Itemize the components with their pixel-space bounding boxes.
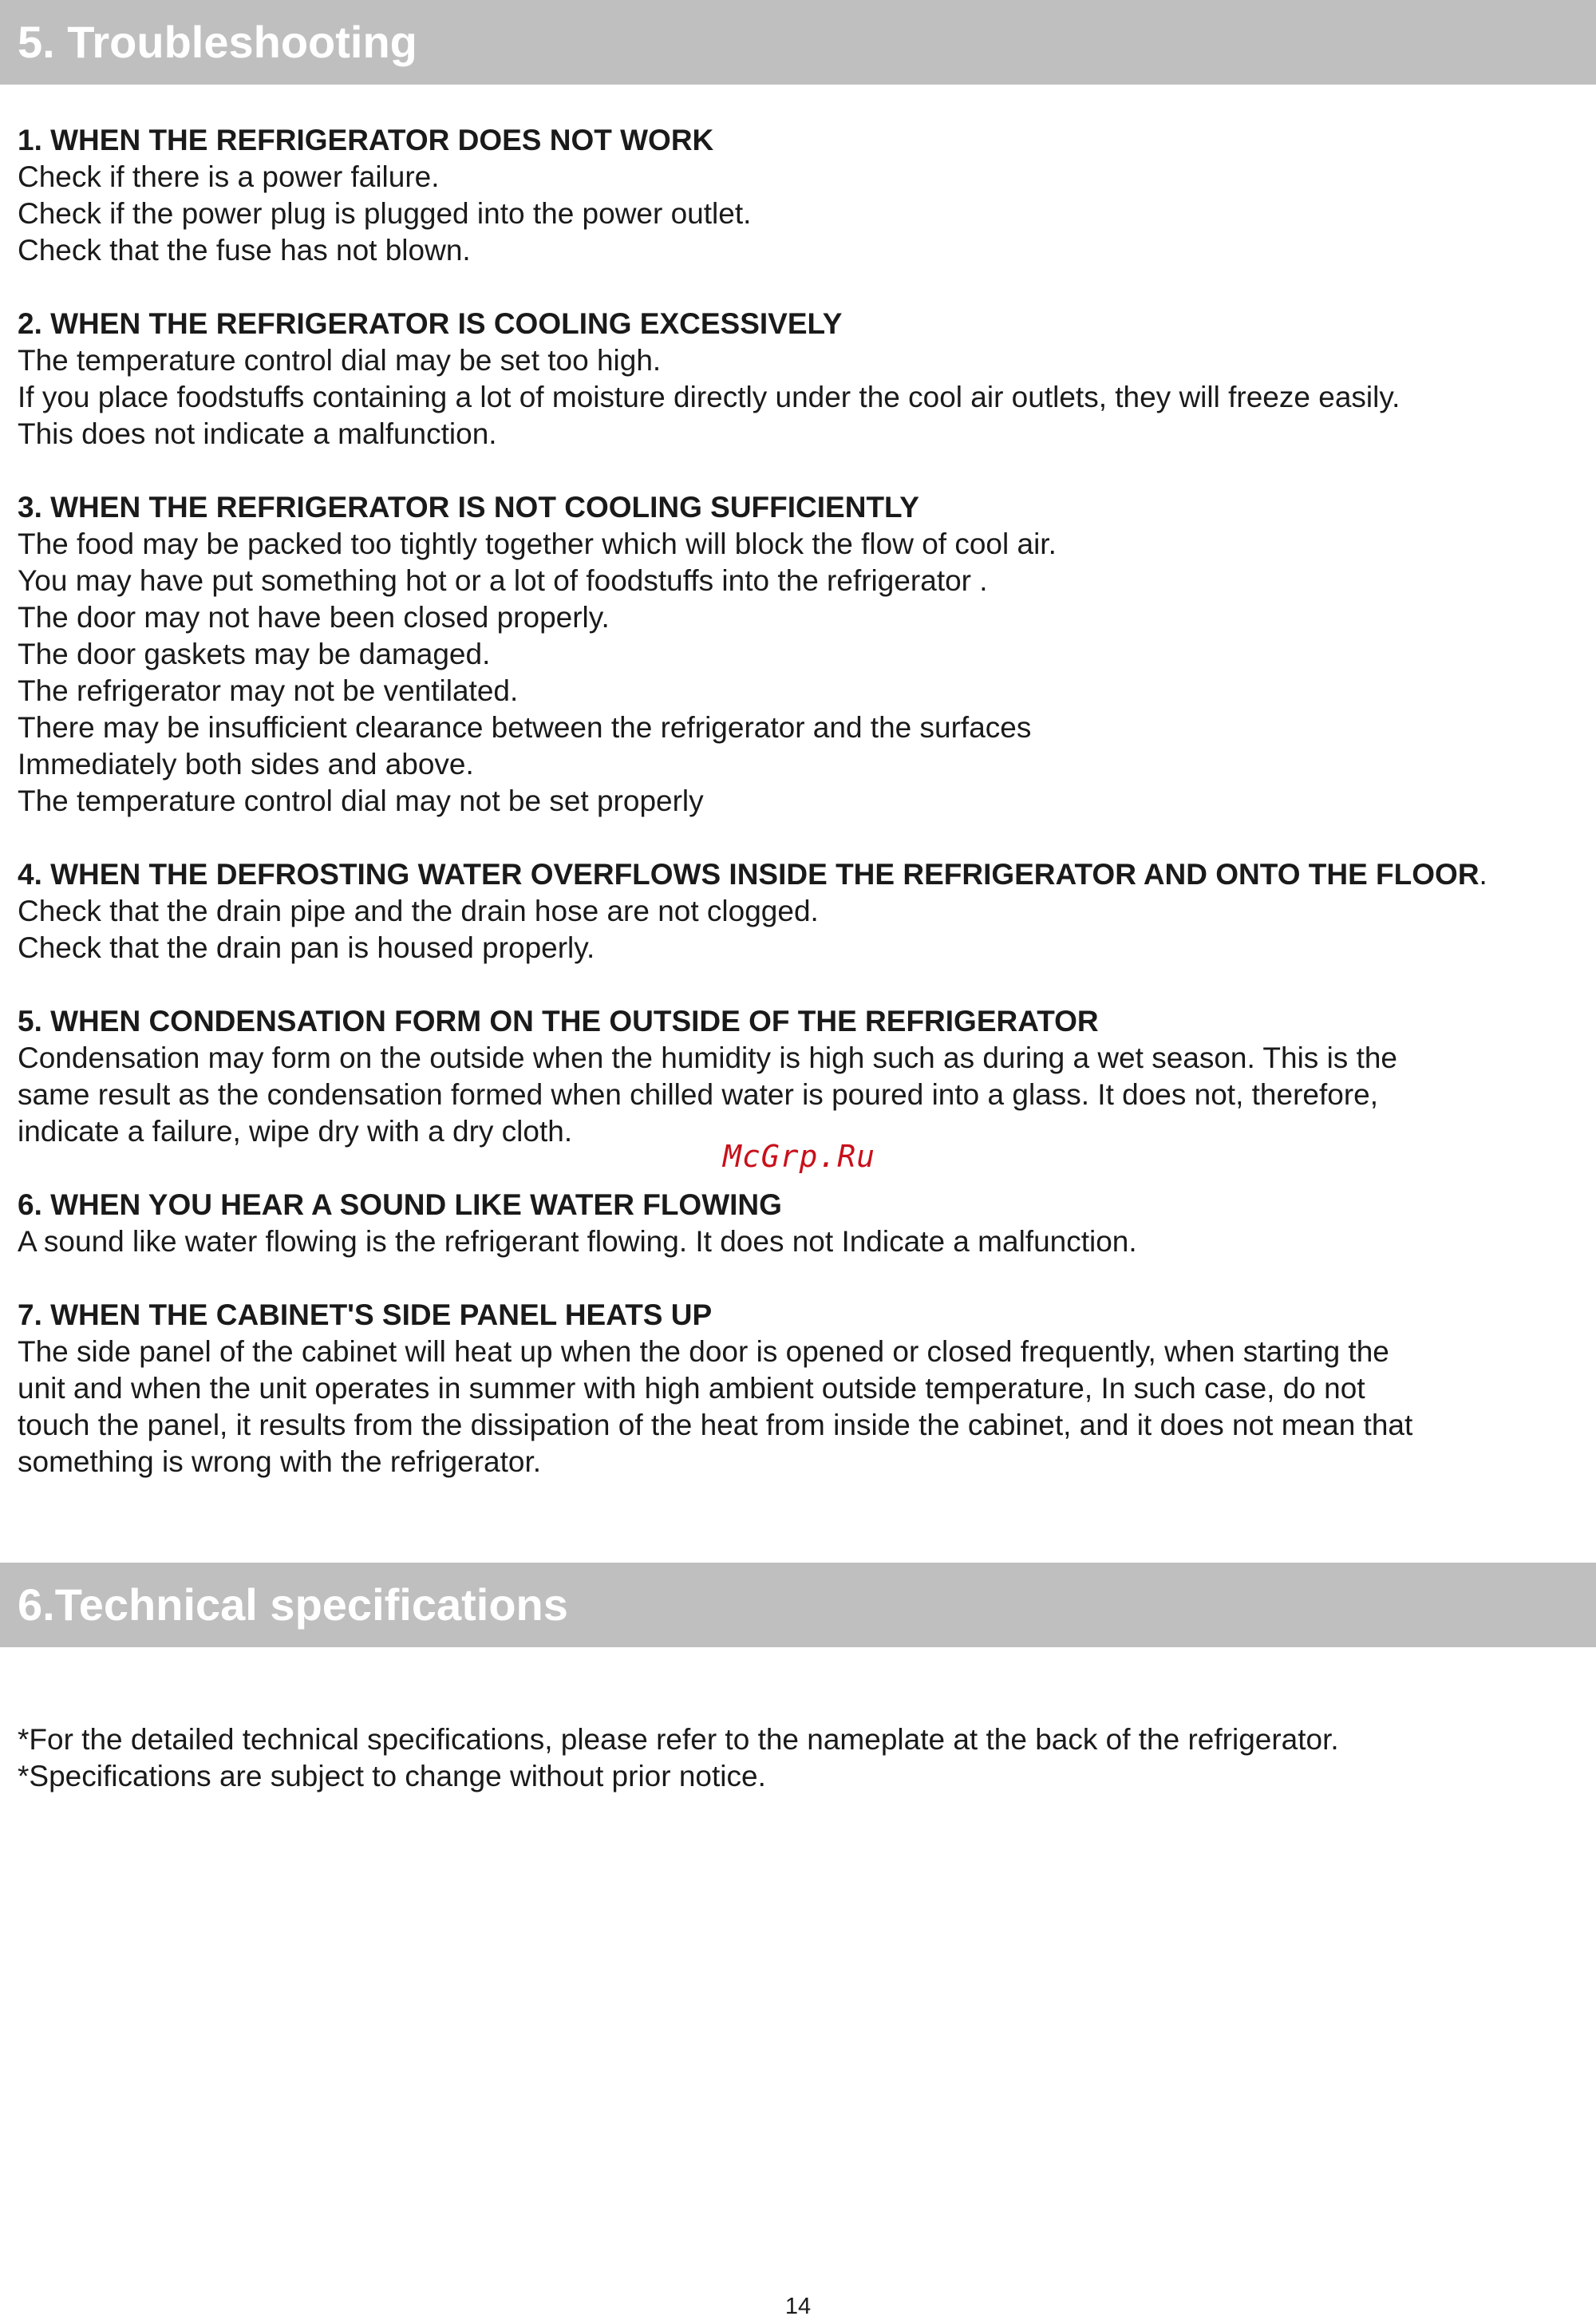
section-heading-suffix: . bbox=[1479, 858, 1487, 891]
troubleshooting-content bbox=[18, 122, 1556, 1517]
section-cooling-excessively bbox=[18, 306, 1556, 453]
section-heading: 2. WHEN THE REFRIGERATOR IS COOLING EXCESSIVELY bbox=[18, 307, 843, 340]
specifications-content bbox=[18, 1721, 1556, 1795]
section-line: Check that the fuse has not blown. bbox=[18, 234, 471, 267]
section-line: If you place foodstuffs containing a lot of moisture directly under the cool air outlets, they will freeze easily. bbox=[18, 381, 1400, 413]
section-line: This does not indicate a malfunction. bbox=[18, 417, 497, 450]
section-line: The refrigerator may not be ventilated. bbox=[18, 674, 519, 707]
watermark: McGrp.Ru bbox=[723, 1139, 876, 1174]
section-line: Immediately both sides and above. bbox=[18, 748, 474, 781]
section-heading bbox=[18, 856, 1556, 893]
troubleshooting-title: 5. Troubleshooting bbox=[18, 17, 417, 67]
section-defrosting-overflow bbox=[18, 856, 1556, 966]
section-not-cooling bbox=[18, 489, 1556, 820]
section-condensation bbox=[18, 1003, 1556, 1150]
section-line: A sound like water flowing is the refrigerant flowing. It does not Indicate a malfunction. bbox=[18, 1225, 1137, 1258]
section-line: something is wrong with the refrigerator. bbox=[18, 1445, 542, 1478]
section-line: Check that the drain pan is housed properly. bbox=[18, 931, 595, 964]
section-line: The food may be packed too tightly together which will block the flow of cool air. bbox=[18, 528, 1057, 560]
section-line: The door gaskets may be damaged. bbox=[18, 638, 491, 670]
section-line: Check if the power plug is plugged into the power outlet. bbox=[18, 197, 752, 230]
troubleshooting-header-bar bbox=[0, 0, 1596, 85]
section-heading-text: 4. WHEN THE DEFROSTING WATER OVERFLOWS INSIDE THE REFRIGERATOR AND ONTO THE FLOOR bbox=[18, 858, 1479, 891]
section-line: The door may not have been closed properly. bbox=[18, 601, 610, 634]
section-line: indicate a failure, wipe dry with a dry cloth. bbox=[18, 1115, 573, 1148]
section-heading: 1. WHEN THE REFRIGERATOR DOES NOT WORK bbox=[18, 124, 714, 156]
page-number: 14 bbox=[784, 2294, 812, 2319]
section-heading: 6. WHEN YOU HEAR A SOUND LIKE WATER FLOWING bbox=[18, 1188, 782, 1221]
section-line: The temperature control dial may be set too high. bbox=[18, 344, 662, 377]
section-line: There may be insufficient clearance between the refrigerator and the surfaces bbox=[18, 711, 1032, 744]
section-heading: 3. WHEN THE REFRIGERATOR IS NOT COOLING SUFFICIENTLY bbox=[18, 491, 919, 524]
section-line: touch the panel, it results from the dissipation of the heat from inside the cabinet, and it does not mean that bbox=[18, 1409, 1413, 1441]
specifications-title: 6.Technical specifications bbox=[18, 1579, 568, 1630]
section-heading: 5. WHEN CONDENSATION FORM ON THE OUTSIDE OF THE REFRIGERATOR bbox=[18, 1005, 1099, 1037]
section-line: The side panel of the cabinet will heat up when the door is opened or closed frequently, when starting the bbox=[18, 1335, 1389, 1368]
section-side-panel-heat bbox=[18, 1297, 1556, 1480]
section-line: unit and when the unit operates in summer with high ambient outside temperature, In such case, do not bbox=[18, 1372, 1365, 1405]
section-line: Check that the drain pipe and the drain hose are not clogged. bbox=[18, 895, 819, 927]
section-line: same result as the condensation formed when chilled water is poured into a glass. It does not, therefore, bbox=[18, 1078, 1379, 1111]
section-line: Check if there is a power failure. bbox=[18, 160, 440, 193]
specifications-line: *Specifications are subject to change without prior notice. bbox=[18, 1760, 766, 1792]
section-water-sound bbox=[18, 1187, 1556, 1260]
section-line: You may have put something hot or a lot of foodstuffs into the refrigerator . bbox=[18, 564, 988, 597]
section-does-not-work bbox=[18, 122, 1556, 269]
specifications-line: *For the detailed technical specifications, please refer to the nameplate at the back of the refrigerator. bbox=[18, 1723, 1339, 1756]
section-line: The temperature control dial may not be set properly bbox=[18, 785, 704, 817]
specifications-header-bar bbox=[0, 1563, 1596, 1647]
section-line: Condensation may form on the outside when the humidity is high such as during a wet season. This is the bbox=[18, 1041, 1398, 1074]
section-heading: 7. WHEN THE CABINET'S SIDE PANEL HEATS UP bbox=[18, 1298, 713, 1331]
